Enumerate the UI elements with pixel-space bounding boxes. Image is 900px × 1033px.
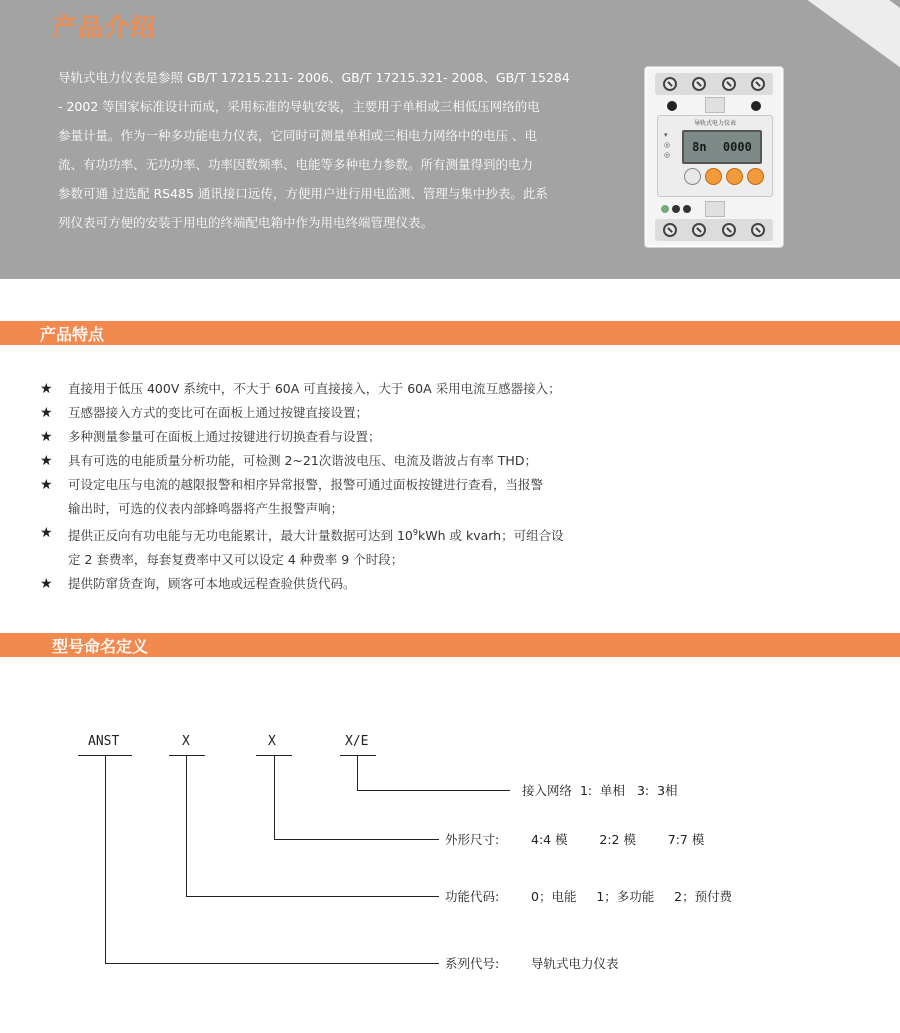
screw-icon <box>722 223 736 237</box>
features-list <box>40 377 640 596</box>
screw-icon <box>751 77 765 91</box>
led-icon <box>672 205 680 213</box>
label-function: 功能代码: 0；电能 1；多功能 2；预付费 <box>445 889 733 904</box>
features-title: 产品特点 <box>40 325 105 344</box>
meter-panel-label: 导轨式电力仪表 <box>693 120 736 127</box>
connector-horizontal <box>105 963 439 964</box>
mount-hole <box>667 101 677 111</box>
status-indicators: ▾ ◎ ◎ <box>664 131 671 159</box>
lcd-left: 8n <box>692 140 707 154</box>
screw-icon <box>663 77 677 91</box>
star-icon: ★ <box>40 576 53 593</box>
segment-network: X/E <box>345 734 369 749</box>
star-icon: ★ <box>40 525 53 541</box>
connector-horizontal <box>357 790 510 791</box>
intro-line: 参量计量。作为一种多功能电力仪表，它同时可测量单相或三相电力网络中的电压 、电 <box>58 128 537 143</box>
label-size: 外形尺寸: 4:4 模 2:2 模 7:7 模 <box>445 832 705 847</box>
screw-icon <box>692 77 706 91</box>
up-button-icon <box>726 168 743 185</box>
meter-product-image <box>644 66 784 248</box>
meter-panel <box>657 115 773 197</box>
feature-item: ★ 互感器接入方式的变比可在面板上通过按键直接设置； <box>40 401 640 425</box>
segment-size: X <box>268 734 276 749</box>
connector-horizontal <box>274 839 439 840</box>
connector-horizontal <box>186 896 439 897</box>
feature-item: ★ 具有可选的电能质量分析功能，可检测 2~21次谐波电压、电流及谐波占有率 THD； <box>40 449 640 473</box>
bottom-terminals <box>655 219 773 241</box>
star-icon: ★ <box>40 405 53 421</box>
underline <box>340 755 376 756</box>
star-icon: ★ <box>40 453 53 469</box>
intro-line: 参数可通 过选配 RS485 通讯接口远传，方便用户进行用电监测、管理与集中抄表。此系 <box>58 186 548 201</box>
screw-icon <box>663 223 677 237</box>
intro-line: 列仪表可方便的安装于用电的终端配电箱中作为用电终端管理仪表。 <box>58 215 434 230</box>
connector-vertical <box>357 755 358 790</box>
connector-vertical <box>274 755 275 839</box>
screw-icon <box>751 223 765 237</box>
screw-icon <box>692 223 706 237</box>
rail-clip <box>705 201 725 217</box>
exponent: 9 <box>412 528 418 537</box>
rail-clip <box>705 97 725 113</box>
label-series: 系列代号: 导轨式电力仪表 <box>445 956 619 971</box>
model-title: 型号命名定义 <box>52 637 149 656</box>
underline <box>169 755 205 756</box>
intro-text <box>58 63 588 237</box>
intro-title: 产品介绍 <box>52 13 157 42</box>
led-indicators <box>661 205 691 213</box>
led-icon <box>661 205 669 213</box>
features-header-bar <box>0 321 900 345</box>
feature-item: ★ 提供正反向有功电能与无功电能累计，最大计量数据可达到 $10^9kWh$ 或 kvarh；可组合设 定 2 套费率，每套复费率中又可以设定 4 种费率 9 个时段； <box>40 521 640 572</box>
intro-line: 导轨式电力仪表是参照 GB/T 17215.211- 2006、GB/T 17215.321- 2008、GB/T 15284 <box>58 70 570 85</box>
feature-item: ★ 多种测量参量可在面板上通过按键进行切换查看与设置； <box>40 425 640 449</box>
intro-line: - 2002 等国家标准设计而成，采用标准的导轨安装，主要用于单相或三相低压网络的电 <box>58 99 540 114</box>
segment-function: X <box>182 734 190 749</box>
enter-button-icon <box>747 168 764 185</box>
screw-icon <box>722 77 736 91</box>
star-icon: ★ <box>40 381 53 397</box>
label-network: 接入网络 1: 单相 3: 3相 <box>522 783 678 798</box>
play-button-icon <box>705 168 722 185</box>
lcd-right: 0000 <box>722 140 752 154</box>
segment-series: ANST <box>88 734 120 749</box>
star-icon: ★ <box>40 429 53 445</box>
meter-buttons <box>684 168 764 185</box>
lcd-display <box>682 130 762 164</box>
star-icon: ★ <box>40 477 53 493</box>
intro-line: 流、有功功率、无功功率、功率因数频率、电能等多种电力参数。所有测量得到的电力 <box>58 157 534 172</box>
stop-button-icon <box>684 168 701 185</box>
feature-item: ★ 可设定电压与电流的越限报警和相序异常报警，报警可通过面板按键进行查看，当报警 输出时，可选的仪表内部蜂鸣器将产生报警声响； <box>40 473 640 521</box>
connector-vertical <box>186 755 187 896</box>
feature-item: ★ 直接用于低压 400V 系统中，不大于 60A 可直接接入，大于 60A 采用电流互感器接入； <box>40 377 640 401</box>
model-naming-diagram <box>0 700 900 1000</box>
mount-hole <box>751 101 761 111</box>
led-icon <box>683 205 691 213</box>
intro-section <box>0 0 900 279</box>
top-terminals <box>655 73 773 95</box>
feature-item: ★ 提供防窜货查询，顾客可本地或远程查验供货代码。 <box>40 572 640 596</box>
connector-vertical <box>105 755 106 963</box>
model-header-bar <box>0 633 900 657</box>
